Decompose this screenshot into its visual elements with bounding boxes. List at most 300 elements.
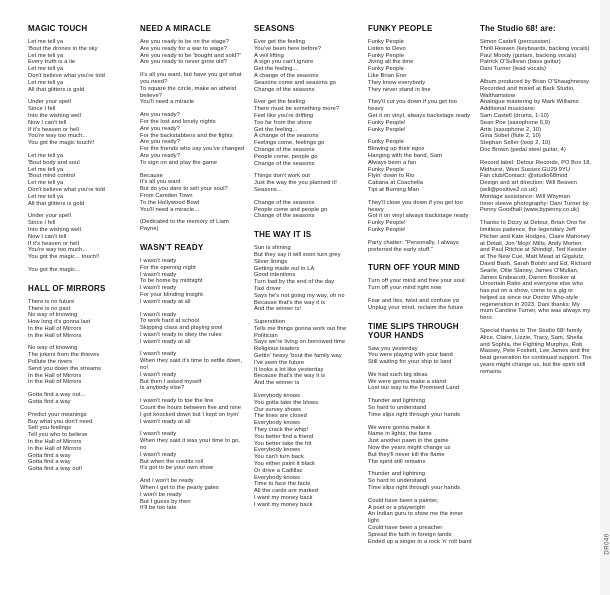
lyric-line: You'll need a miracle xyxy=(140,99,195,106)
stanza xyxy=(368,398,472,418)
lyric-line: Additional musicians: xyxy=(480,106,536,113)
lyric-line: Send you down the streams xyxy=(28,365,102,372)
stanza xyxy=(368,471,472,491)
lyric-line: Sean Poe (saxophone 6,9) xyxy=(480,119,551,126)
lyric-line: It's all you want, but have you got what you need? xyxy=(140,72,242,85)
section-title: THE WAY IT IS xyxy=(254,230,312,240)
lyric-line: To sign on and play the game xyxy=(140,159,218,166)
lyric-line: Funky People xyxy=(368,66,404,73)
lyric-line: Superstition xyxy=(254,319,286,326)
lyric-line: Inner sleeve photography: Dani Turner by Penny Goodhall (www.bypenny.co.uk) xyxy=(480,200,589,214)
lyric-line: Are you ready? xyxy=(140,152,180,159)
lyric-line: No way of knowing xyxy=(28,312,78,319)
lyric-line: Let me tell ya xyxy=(28,52,64,59)
lyric-line: They know everybody xyxy=(368,79,426,86)
lyric-line: Gotta find a way out... xyxy=(28,392,86,399)
lyric-line: Ever get the feeling xyxy=(254,39,306,45)
lyric-line: But do you dare to sell your soul? xyxy=(140,186,228,193)
lyric-line: Simon Castell (percussion) xyxy=(480,39,551,45)
lyric-line: There is no future xyxy=(28,298,75,305)
lyric-line: You were playing with your band xyxy=(368,352,453,359)
lyric-line: Analogue mastering by Mark Williams xyxy=(480,99,579,106)
lyric-line: Are you ready? xyxy=(140,139,180,146)
lyric-line: Special thanks to The Studio 68! family Alice, Claire, Lizzie, Tracy, Sam, Sheila and Sophia, the Fighting Murphys, Rob Massey, Pete Foskett, Lee James and the beat generation for continued support. The years might change us, but the spirit still remains. xyxy=(480,328,592,375)
lyric-line: Like Brian Eno xyxy=(368,72,407,79)
lyric-line: Just the way the you planned it! xyxy=(254,180,337,187)
lyric-line: An Indian guru to show me the inner light xyxy=(368,511,463,525)
lyric-line: I wasn't ready to toe the line xyxy=(140,398,214,405)
lyric-line: Under your spell xyxy=(28,213,72,220)
lyric-line: You're way too much... xyxy=(28,247,88,254)
lyric-line: Everybody knows xyxy=(254,393,301,400)
stanza xyxy=(368,278,472,292)
stanza xyxy=(140,258,246,306)
lyric-line: Says we're living on borrowed time xyxy=(254,339,346,346)
lyric-line: Get the feeling... xyxy=(254,66,298,73)
lyric-line: For the opening night xyxy=(140,264,196,271)
lyric-line: Are you ready? xyxy=(140,125,180,132)
lyric-line: Could have been a painter, xyxy=(368,497,439,504)
lyric-line: The spirit still remains xyxy=(368,458,426,465)
lyric-line: 'Bout the drones in the sky xyxy=(28,45,98,52)
lyric-line: I wasn't ready at all xyxy=(140,418,191,425)
lyric-line: Let me tell ya xyxy=(28,39,64,45)
lyric-line: Let me tell ya xyxy=(28,66,64,73)
stanza xyxy=(368,139,472,193)
song-section xyxy=(368,322,472,546)
section-title: WASN'T READY xyxy=(140,242,204,252)
lyric-line: I wasn't ready xyxy=(140,351,177,358)
lyric-line: The lines are closed xyxy=(254,413,307,420)
lyric-line: All that glitters is gold xyxy=(28,200,85,207)
column-2 xyxy=(140,24,246,555)
lyric-line: Let me tell ya xyxy=(28,180,64,187)
lyric-line: Turn bad by the end of the day xyxy=(254,279,335,286)
lyric-line: Skipping class and playing pool xyxy=(140,325,223,332)
song-section xyxy=(480,24,592,376)
lyric-line: You'll need a miracle... xyxy=(140,206,200,213)
lyric-line: No way of knowing xyxy=(28,345,78,352)
stanza xyxy=(140,173,246,214)
lyric-line: A change of the seasons xyxy=(254,72,319,79)
lyric-line: Cabana at Coachella xyxy=(368,180,424,187)
lyric-line: People come and people go xyxy=(254,206,328,213)
stanza xyxy=(254,245,360,313)
lyric-line: Things don't work out xyxy=(254,173,310,180)
lyric-line: Blowing up their egos xyxy=(368,146,425,153)
lyric-line: Change of the seasons xyxy=(254,160,315,167)
lyric-line: But I guess by then xyxy=(140,498,191,505)
lyric-line: Change of the seasons xyxy=(254,86,315,93)
lyric-line: Get it on vinyl, always backstage ready xyxy=(368,112,471,119)
song-section xyxy=(28,284,132,473)
lyric-line: Or drive a Cadillac xyxy=(254,467,303,474)
lyric-line: Turn off your mind right now xyxy=(368,285,442,292)
lyric-line: Tell you who to believe xyxy=(28,432,88,439)
lyric-line: Unplug your mind, reclaim the future xyxy=(368,304,464,311)
lyric-line: We were gonna make it xyxy=(368,424,430,431)
lyric-line: Design and art direction: Will Beaven (will@positive2.co.uk) xyxy=(480,180,577,193)
lyric-line: They never stand in line xyxy=(368,86,431,93)
lyric-line: Got it on vinyl always backstage ready xyxy=(368,213,469,220)
lyric-line: It looks a lot like yesterday xyxy=(254,366,324,373)
lyric-line: Party chatter: "Personally, I always preferred the early stuff." xyxy=(368,239,459,253)
lyric-line: I wasn't ready xyxy=(140,431,177,438)
lyric-line: But when the credits roll xyxy=(140,458,204,465)
lyric-line: Buy what you don't need xyxy=(28,418,93,425)
lyric-line: Gettin' heavy 'bout the family way xyxy=(254,353,342,360)
stanza xyxy=(28,99,132,147)
stanza xyxy=(368,346,472,366)
lyric-line: Thunder and lightning xyxy=(368,398,426,405)
song-section xyxy=(254,230,360,508)
lyric-line: Change of the seasons xyxy=(254,199,315,206)
lyric-line: They'll cut you down if you get too heavy xyxy=(368,99,457,113)
stanza xyxy=(368,372,472,392)
lyric-line: Fear and lies, twist and confuse ya xyxy=(368,297,460,304)
lyric-line: Recorded and mixed at Bark Studio, Walthamstow xyxy=(480,85,575,99)
lyric-line: Saw you yesterday xyxy=(368,345,418,352)
lyric-line: For your blinding insight xyxy=(140,291,203,298)
lyric-line: Sun is shining xyxy=(254,245,291,252)
lyric-line: Thrill Heaven (keyboards, backing vocals) xyxy=(480,45,590,52)
section-title: HALL OF MIRRORS xyxy=(28,283,106,293)
stanza xyxy=(28,39,132,93)
stanza xyxy=(140,478,246,512)
lyric-line: It's got to be your own show xyxy=(140,465,214,472)
lyric-line: Don't believe what you're told xyxy=(28,186,105,193)
lyric-line: Stephan Seller (loop 2, 10) xyxy=(480,140,551,147)
lyric-line: In the Hall of Mirrors xyxy=(28,325,82,332)
lyric-line: Taxi driver xyxy=(254,285,282,292)
lyric-line: Are you ready to never grow old? xyxy=(140,59,227,66)
lyric-line: Listen to Devo xyxy=(368,45,406,52)
lyric-line: Album produced by Brian O'Shaughnessy xyxy=(480,78,590,85)
lyric-line: We were gonna make a stand xyxy=(368,378,447,385)
stanza xyxy=(254,200,360,220)
lyric-line: Seasons come and seasons go xyxy=(254,79,337,86)
stanza xyxy=(28,392,132,406)
stanza xyxy=(254,99,360,167)
lyric-line: So hard to understand xyxy=(368,405,427,412)
stanza xyxy=(368,99,472,133)
lyric-line: They'll close you down if you get too heavy xyxy=(368,199,463,213)
lyric-line: I wasn't ready xyxy=(140,271,177,278)
stanza xyxy=(140,72,246,106)
lyric-line: Spread the faith in foreign lands xyxy=(368,531,452,538)
stanza xyxy=(368,425,472,466)
lyric-line: I wasn't ready to obey the rules xyxy=(140,331,222,338)
section-title: FUNKY PEOPLE xyxy=(368,24,433,33)
lyric-line: You got the magic... touch!! xyxy=(28,254,100,261)
stanza xyxy=(368,39,472,93)
lyric-line: Count the hours between five and nine xyxy=(140,405,242,412)
stanza xyxy=(140,351,246,392)
lyric-line: And I won't be ready xyxy=(140,478,194,485)
lyric-line: Funky People! xyxy=(368,220,406,227)
lyric-line: Let me tell ya xyxy=(28,79,64,86)
lyric-line: Funky People xyxy=(368,139,404,146)
lyric-line: In the Hall of Mirrors xyxy=(28,439,82,446)
lyric-line: Ever get the feeling xyxy=(254,99,306,106)
lyric-line: Gotta find a way xyxy=(28,399,71,406)
lyric-line: Now I can't tell xyxy=(28,119,67,126)
song-section xyxy=(140,243,246,512)
lyric-line: Funky People! xyxy=(368,126,406,133)
lyric-line: (Dedicated to the memory of Liam Payne) xyxy=(140,219,229,233)
lyric-line: I wasn't ready at all xyxy=(140,338,191,345)
lyric-line: Silver linings xyxy=(254,258,288,265)
lyric-line: A veil lifting xyxy=(254,52,284,59)
lyric-line: Dani Turner (lead vocals) xyxy=(480,66,547,73)
lyric-line: Funky People! xyxy=(368,119,406,126)
lyric-line: Seasons... xyxy=(254,186,282,193)
stanza xyxy=(140,398,246,425)
lyric-line: Record label: Detour Records, PO Box 18, Midhurst, West Sussex GU29 9YU xyxy=(480,159,592,173)
stanza xyxy=(140,312,246,346)
stanza xyxy=(480,328,592,376)
lyric-line: Gotta find a way xyxy=(28,452,71,459)
lyric-line: There is no past xyxy=(28,305,71,312)
lyric-line: If it's heaven or hell xyxy=(28,126,80,133)
stanza xyxy=(140,219,246,233)
lyric-line: Fan club/Contact: @studio68mod xyxy=(480,173,568,180)
lyric-line: Doc Brown (pedal steel guitar, 4) xyxy=(480,146,566,153)
lyric-line: I want my money back xyxy=(254,495,313,502)
lyric-line: Says he's not going my way, oh no xyxy=(254,292,345,299)
lyric-line: Into the wishing well xyxy=(28,226,81,233)
column-1 xyxy=(28,24,132,555)
lyric-line: You better find a friend xyxy=(254,433,314,440)
lyric-line: I want my money back xyxy=(254,501,313,508)
lyric-line: People come, people go xyxy=(254,153,318,160)
lyric-line: Let me tell ya xyxy=(28,166,64,173)
lyric-line: Because that's the way it is xyxy=(254,373,326,380)
lyric-line: All the cards are marked xyxy=(254,488,319,495)
lyric-line: To be home by midnight xyxy=(140,278,203,285)
lyric-line: You're way too much... xyxy=(28,133,88,140)
lyric-line: Since I fell xyxy=(28,106,56,113)
section-title: TIME SLIPS THROUGH YOUR HANDS xyxy=(368,321,459,340)
lyric-line: Don't believe what you're told xyxy=(28,72,105,79)
lyric-line: Now I can't tell xyxy=(28,233,67,240)
lyric-line: 'Bout body and soul xyxy=(28,159,80,166)
stanza xyxy=(368,498,472,546)
lyric-line: 'Bout mind control xyxy=(28,173,76,180)
lyric-line: Time to face the facts xyxy=(254,481,311,488)
section-title: NEED A MIRACLE xyxy=(140,24,212,33)
lyric-line: We had such big ideas xyxy=(368,371,428,378)
lyric-line: Good intentions xyxy=(254,272,296,279)
lyric-line: Could have been a preacher xyxy=(368,525,443,532)
lyric-line: Predict your meanings xyxy=(28,411,87,418)
lyric-line: Name in lights, the fame xyxy=(368,431,432,438)
lyric-line: Lost our way to the Promised Land xyxy=(368,385,460,392)
lyric-line: Because that's the way it is xyxy=(254,299,326,306)
lyric-line: Turn off your mind and free your soul xyxy=(368,278,465,285)
lyric-line: Paul Moody (guitars, backing vocals) xyxy=(480,52,577,59)
lyric-line: Our survey shows xyxy=(254,406,302,413)
lyric-line: And the winner is xyxy=(254,380,300,387)
lyric-line: Into the wishing well xyxy=(28,112,81,119)
lyric-line: Under your spell xyxy=(28,99,72,106)
lyric-line: You've been here before? xyxy=(254,45,322,52)
lyric-line: You either paint it black xyxy=(254,461,316,468)
lyric-line: When they said it was your time to go, no xyxy=(140,438,240,452)
lyric-line: There must be something more? xyxy=(254,106,340,113)
stanza xyxy=(140,112,246,166)
song-section xyxy=(368,263,472,311)
lyric-line: I got knocked down but I kept on tryin' xyxy=(140,411,240,418)
lyric-line: Because xyxy=(140,172,163,179)
lyric-line: Now the years might change us xyxy=(368,445,451,452)
lyric-line: I wasn't ready xyxy=(140,257,177,264)
lyric-line: In the Hall of Mirrors xyxy=(28,445,82,452)
stanza xyxy=(28,153,132,207)
lyric-line: In the Hall of Mirrors xyxy=(28,372,82,379)
lyric-line: Patrick O'Sullivan (bass guitar) xyxy=(480,59,561,66)
lyric-line: Flyin' down to Rio xyxy=(368,173,415,180)
lyric-line: Are you ready? xyxy=(140,112,180,119)
stanza xyxy=(28,345,132,386)
lyric-line: Tipi at Burning Man xyxy=(368,186,420,193)
lyric-line: How long it's gonna last xyxy=(28,319,91,326)
lyric-line: I wasn't ready xyxy=(140,371,177,378)
lyric-line: Every truth is a lie xyxy=(28,59,76,66)
stanza xyxy=(480,79,592,154)
lyric-line: I wasn't ready xyxy=(140,285,177,292)
lyric-line: To the Hollywood Bowl xyxy=(140,199,200,206)
lyric-line: Are you ready to be 'bought and sold?' xyxy=(140,52,241,59)
lyric-line: Thanks to Dizzy at Detour, Brian Ono for limitless patience, the legendary Jeff Pitcher and Kate Hodges, Claire Mahoney at Detail, Jon 'Mojo' Mills, Andy Morten and Paul Ritchie at Shindig!, Ted Kessler at The New Cue, Matt Mead at Gigslutz, David Bash, Sarah Bolshi and Ed, Richard Searle, Ollie Slaney, James O'Mullan, James Endeacott, Darren Brooker at Uncertain Ratio and everyone else who has put on a show, come to a gig or helped us since our Doctor Who-style regeneration in 2023. Dani thanks: My mum Caroline Turner, who was always my hero. xyxy=(480,220,591,322)
lyric-line: But then I asked myself xyxy=(140,378,202,385)
stanza xyxy=(28,213,132,261)
stanza xyxy=(254,173,360,193)
stanza xyxy=(368,200,472,234)
lyric-line: Change of the seasons xyxy=(254,146,315,153)
lyric-line: Funky People xyxy=(368,52,404,59)
stanza xyxy=(480,160,592,214)
lyric-line: So hard to understand xyxy=(368,478,427,485)
lyric-line: Since I fell xyxy=(28,220,56,227)
lyric-line: I wasn't ready at all xyxy=(140,298,191,305)
lyric-line: To square the circle, make an atheist believe? xyxy=(140,85,237,99)
section-title: MAGIC TOUCH xyxy=(28,24,88,33)
lyric-line: When they said it's time to settle down, no! xyxy=(140,358,243,372)
lyric-line: Gotta find a way out! xyxy=(28,466,83,473)
lyric-line: Funky People! xyxy=(368,226,406,233)
lyric-line: For the backstabbers and the fights xyxy=(140,132,233,139)
lyric-line: Time slips right through your hands xyxy=(368,485,461,492)
lyric-line: You got the magic touch!! xyxy=(28,140,95,147)
stanza xyxy=(28,412,132,473)
stanza xyxy=(480,39,592,73)
lyric-line: Still waiting for your ship to land xyxy=(368,359,452,366)
lyric-line: Tells me things gonna work out fine xyxy=(254,325,347,332)
lyric-line: Jiving all the time xyxy=(368,59,414,66)
lyric-line: Funky People xyxy=(368,166,404,173)
lyric-line: It's all you want xyxy=(140,179,181,186)
lyric-line: I wasn't ready xyxy=(140,311,177,318)
section-title: The Studio 68! are: xyxy=(480,24,556,33)
lyric-line: Feel like you're drifting xyxy=(254,112,314,119)
stanza xyxy=(368,240,472,254)
song-section xyxy=(28,24,132,274)
lyric-line: Montage assistance: Will Whyman xyxy=(480,193,571,200)
lyric-line: Gotta find a way xyxy=(28,459,71,466)
lyric-line: It'll be too late xyxy=(140,505,177,512)
lyric-line: When I get to the pearly gates xyxy=(140,485,219,492)
lyric-line: Everybody knows xyxy=(254,474,301,481)
lyric-line: Are you ready for a war to wage? xyxy=(140,45,227,52)
lyric-line: If it's heaven or hell xyxy=(28,240,80,247)
lyric-line: The jokers from the thieves xyxy=(28,352,100,359)
lyric-line: Pollute the rivers xyxy=(28,359,73,366)
song-section xyxy=(368,24,472,253)
lyric-line: You gotta take the blows xyxy=(254,399,319,406)
lyric-line: I wasn't ready xyxy=(140,451,177,458)
section-title: SEASONS xyxy=(254,24,295,33)
lyric-line: They crack the whip! xyxy=(254,427,309,434)
lyric-line: Religious leaders xyxy=(254,346,300,353)
column-4 xyxy=(368,24,472,555)
lyric-line: Is anybody else? xyxy=(140,385,185,392)
lyric-line: For the lost and lonely nights xyxy=(140,118,216,125)
lyric-line: A sign you can't ignore xyxy=(254,59,314,66)
lyric-line: But they'll never kill the flame xyxy=(368,451,445,458)
lyric-line: All that glitters is gold xyxy=(28,86,85,93)
lyric-line: I've seen the future xyxy=(254,359,305,366)
lyric-line: For the friends who say you've changed xyxy=(140,146,245,153)
lyric-line: Get the feeling... xyxy=(254,126,298,133)
stanza xyxy=(28,299,132,340)
lyric-line: Sam Castell (drums, 1-10) xyxy=(480,112,549,119)
lyric-line: Gina Sobel (flute 2, 10) xyxy=(480,133,541,140)
stanza xyxy=(254,393,360,509)
stanza xyxy=(254,319,360,387)
lyric-line: Funky People xyxy=(368,39,404,45)
lyric-line: To work hard at school xyxy=(140,318,200,325)
section-title: TURN OFF YOUR MIND xyxy=(368,263,460,273)
lyric-line: And the winner is! xyxy=(254,306,302,313)
stanza xyxy=(28,267,132,274)
stanza xyxy=(140,431,246,472)
catalog-number: DR040 xyxy=(604,533,610,555)
lyric-line: Too far from the shore xyxy=(254,119,312,126)
lyric-line: You better take the hit xyxy=(254,440,312,447)
lyric-line: Getting made out in LA xyxy=(254,265,315,272)
lyric-line: In the Hall of Mirrors xyxy=(28,379,82,386)
column-3 xyxy=(254,24,360,555)
stanza xyxy=(140,39,246,66)
lyric-line: Ended up a singer in a rock 'n' roll band xyxy=(368,538,472,545)
lyric-line: Always been a fan xyxy=(368,159,417,166)
lyric-line: Everybody knows xyxy=(254,420,301,427)
lyric-line: Let me tell ya xyxy=(28,193,64,200)
lyric-line: You can't turn back xyxy=(254,454,304,461)
lyric-line: Time slips right through your hands xyxy=(368,411,461,418)
lyric-line: Feelings come, feelings go xyxy=(254,140,325,147)
column-5 xyxy=(480,24,592,555)
stanza xyxy=(480,220,592,322)
lyric-line: From Camden Town xyxy=(140,192,193,199)
song-section xyxy=(140,24,246,233)
lyric-line: Everybody knows xyxy=(254,447,301,454)
stanza xyxy=(368,298,472,312)
lyric-line: Just another pawn in the game xyxy=(368,438,449,445)
stanza xyxy=(254,39,360,93)
lyric-line: I won't be ready xyxy=(140,491,182,498)
